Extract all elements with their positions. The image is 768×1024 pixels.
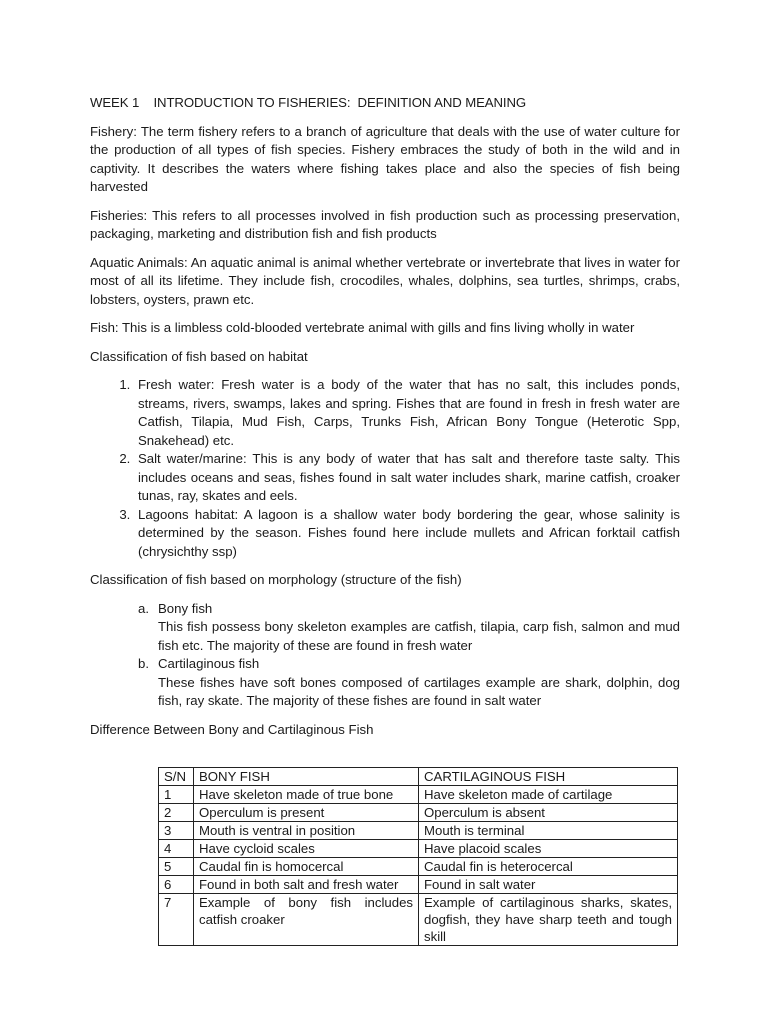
habitat-heading: Classification of fish based on habitat	[90, 348, 308, 364]
table-cell: 1	[159, 786, 194, 804]
morphology-list	[90, 600, 680, 711]
table-row	[159, 840, 678, 858]
table-cell: Have cycloid scales	[194, 840, 419, 858]
table-cell: Mouth is ventral in position	[194, 822, 419, 840]
table-cell: Caudal fin is heterocercal	[419, 858, 678, 876]
table-row	[159, 786, 678, 804]
page-title: WEEK 1 INTRODUCTION TO FISHERIES: DEFINITION AND MEANING	[90, 95, 527, 110]
table-cell: Example of cartilaginous sharks, skates, dogfish, they have sharp teeth and tough skill	[419, 894, 678, 946]
table-cell: 3	[159, 822, 194, 840]
difference-table	[158, 767, 678, 946]
table-cell: Found in both salt and fresh water	[194, 876, 419, 894]
table-row	[159, 876, 678, 894]
table-cell: 5	[159, 858, 194, 876]
table-cell: 7	[159, 894, 194, 946]
fishery-definition: Fishery: The term fishery refers to a branch of agriculture that deals with the use of water culture for the production of all types of fish species. Fishery embraces the study of both in the wild and in captivity. It describes the waters where fishing takes place and also the species of fish being harvested	[90, 123, 680, 194]
list-item-description: This fish possess bony skeleton examples are catfish, tilapia, carp fish, salmon and mud fish etc. The majority of these are found in fresh water	[158, 619, 680, 653]
table-cell: Operculum is absent	[419, 804, 678, 822]
table-header-row	[159, 768, 678, 786]
table-cell: Operculum is present	[194, 804, 419, 822]
table-cell: 6	[159, 876, 194, 894]
list-item: 1. Fresh water: Fresh water is a body of the water that has no salt, this includes ponds, streams, rivers, swamps, lakes and spring. Fishes that are found in fresh in fresh water are Catfish, Tilapia, Mud Fish, Carps, Trunks Fish, African Bony Tongue (Heterotic Spp, Snakehead) etc.	[134, 376, 680, 450]
table-cell: Found in salt water	[419, 876, 678, 894]
list-marker: a.	[138, 600, 149, 616]
habitat-list	[90, 376, 680, 561]
list-item-title: Bony fish	[158, 600, 213, 616]
difference-heading: Difference Between Bony and Cartilaginous Fish	[90, 721, 374, 737]
table-row	[159, 822, 678, 840]
table-cell: Mouth is terminal	[419, 822, 678, 840]
difference-table-wrapper	[90, 767, 680, 946]
table-row	[159, 804, 678, 822]
table-row	[159, 858, 678, 876]
table-cell: Example of bony fish includes catfish croaker	[194, 894, 419, 946]
table-cell: Have skeleton made of cartilage	[419, 786, 678, 804]
table-cell: Have skeleton made of true bone	[194, 786, 419, 804]
table-header-cell: BONY FISH	[194, 768, 419, 786]
table-cell: 4	[159, 840, 194, 858]
list-item-description: These fishes have soft bones composed of cartilages example are shark, dolphin, dog fish, ray skate. The majority of these fishes are found in salt water	[158, 674, 680, 708]
list-item: 2. Salt water/marine: This is any body of water that has salt and therefore taste salty. This includes oceans and seas, fishes found in salt water includes shark, marine catfish, croaker tunas, ray, skates and eels.	[134, 450, 680, 506]
list-item	[138, 655, 680, 711]
table-header-cell: CARTILAGINOUS FISH	[419, 768, 678, 786]
table-cell: Caudal fin is homocercal	[194, 858, 419, 876]
table-row	[159, 894, 678, 946]
list-marker: b.	[138, 656, 149, 671]
table-header-cell: S/N	[159, 768, 194, 786]
aquatic-animals-definition: Aquatic Animals: An aquatic animal is animal whether vertebrate or invertebrate that lives in water for most of all its lifetime. They include fish, crocodiles, whales, dolphins, sea turtles, shrimps, crabs, lobsters, oysters, prawn etc.	[90, 254, 680, 307]
morphology-heading: Classification of fish based on morphology (structure of the fish)	[90, 572, 462, 587]
table-cell: 2	[159, 804, 194, 822]
fish-definition: Fish: This is a limbless cold-blooded vertebrate animal with gills and fins living wholly in water	[90, 320, 635, 335]
fisheries-definition: Fisheries: This refers to all processes involved in fish production such as processing preservation, packaging, marketing and distribution fish and fish products	[90, 207, 680, 241]
list-item-title: Cartilaginous fish	[158, 656, 260, 671]
list-item: 3. Lagoons habitat: A lagoon is a shallow water body bordering the gear, whose salinity is determined by the season. Fishes found here include mullets and African forktail catfish (chrysichthy ssp)	[134, 506, 680, 562]
table-cell: Have placoid scales	[419, 840, 678, 858]
list-item	[138, 600, 680, 656]
